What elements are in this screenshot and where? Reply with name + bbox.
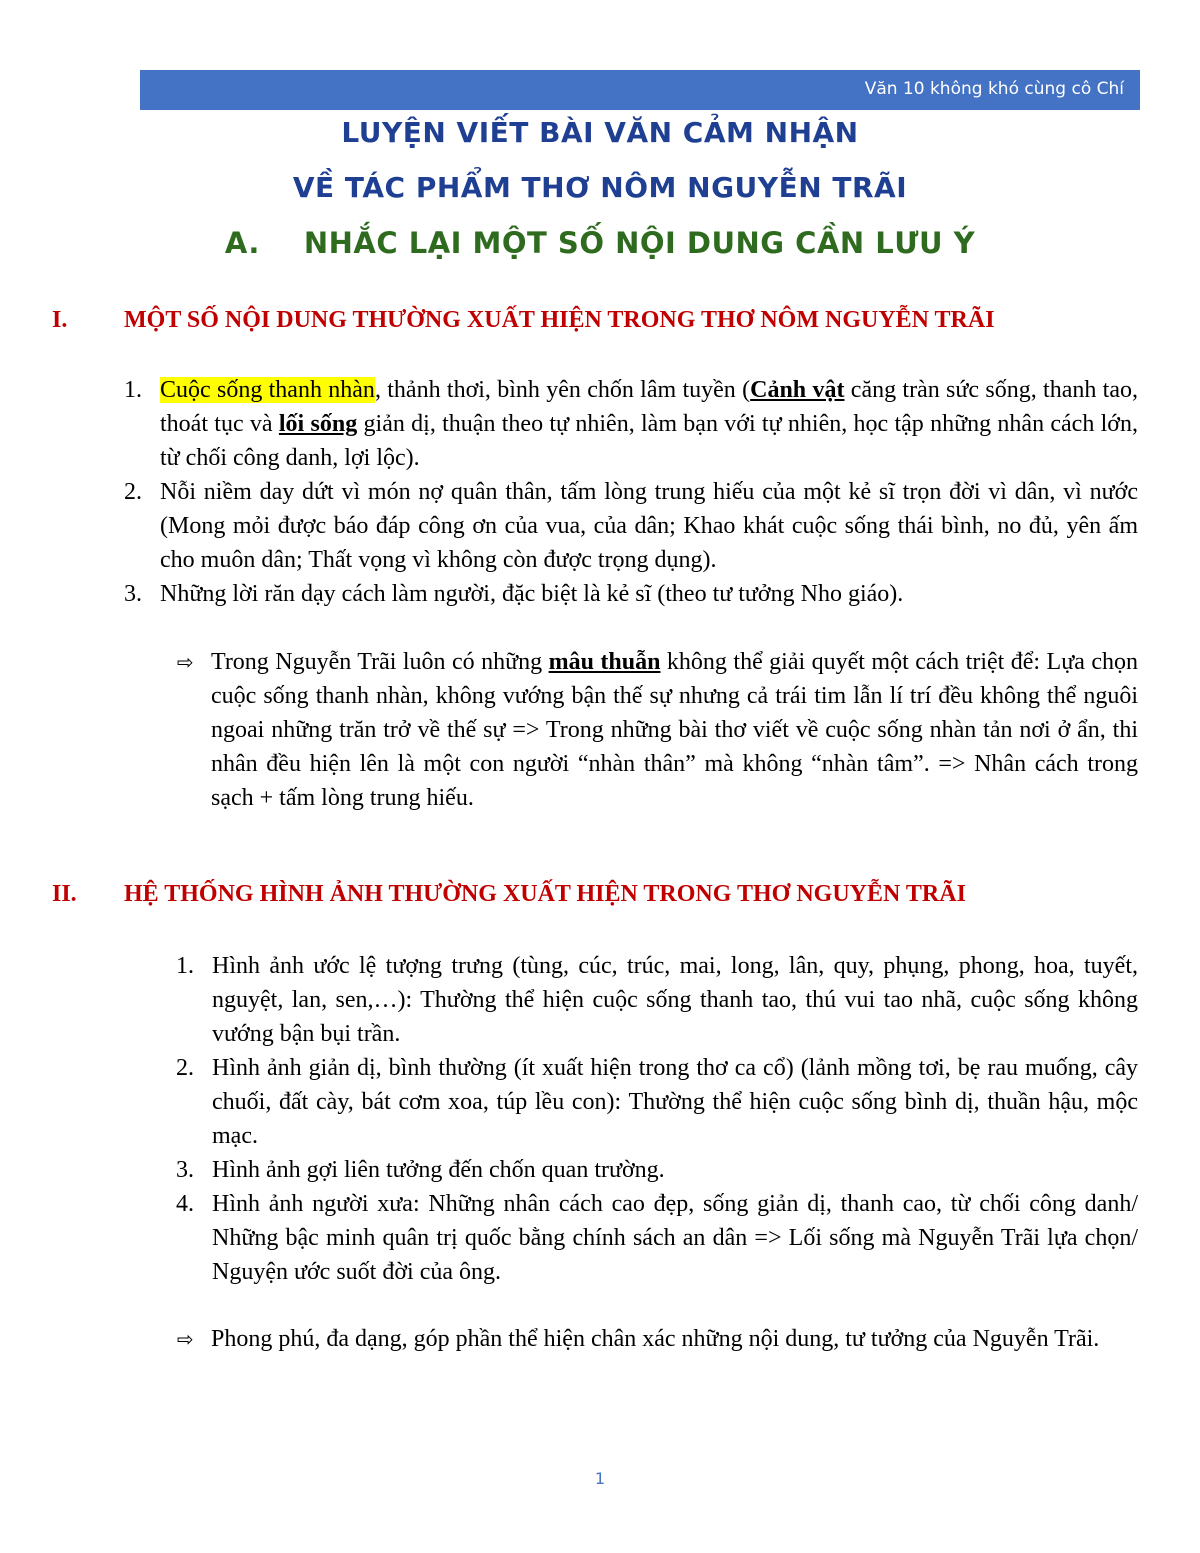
list-item-number: 3. [176, 1157, 194, 1183]
title-line-3-number: A. [224, 226, 260, 260]
bold-underlined-text: mâu thuẫn [548, 649, 661, 675]
section-1-roman: I. [52, 307, 68, 333]
list-item-text: Hình ảnh ước lệ tượng trưng (tùng, cúc, trúc, mai, long, lân, quy, phụng, phong, hoa, tuyết, nguyệt, lan, sen,…): Thường thể hiện cuộc sống thanh tao, thú vui tao nhã, cuộc sống không vướng bận bụi trần. [212, 953, 1138, 1047]
list-item-number: 1. [176, 953, 194, 979]
section-2-heading [52, 881, 966, 908]
list-item-text: Hình ảnh gợi liên tưởng đến chốn quan trường. [212, 1157, 665, 1183]
header-text: Văn 10 không khó cùng cô Chí [864, 79, 1124, 99]
bold-underlined-text: Cảnh vật [750, 377, 845, 403]
section-2-list [176, 949, 1138, 1289]
conclusion-text: Phong phú, đa dạng, góp phần thể hiện chân xác những nội dung, tư tưởng của Nguyễn Trãi. [211, 1326, 1100, 1352]
list-item [124, 373, 1138, 475]
list-item [176, 949, 1138, 1051]
list-item-text: Nỗi niềm day dứt vì món nợ quân thân, tấm lòng trung hiếu của một kẻ sĩ trọn đời vì dân, vì nước (Mong mỏi được báo đáp công ơn của vua, của dân; Khao khát cuộc sống thái bình, no đủ, yên ấm cho muôn dân; Thất vọng vì không còn được trọng dụng). [160, 479, 1138, 573]
conclusion-text: Trong Nguyễn Trãi luôn có những [211, 649, 549, 675]
list-item-number: 3. [124, 581, 142, 607]
arrow-right-icon: ⇨ [177, 1327, 194, 1351]
conclusion-text: không thể giải quyết một cách triệt để: Lựa chọn cuộc sống thanh nhàn, không vướng bận thế sự nhưng cả trái tim lẫn lí trí đều không thể nguôi ngoai những trăn trở về thế sự => Trong những bài thơ viết về cuộc sống nhàn tản nơi ở ẩn, thi nhân đều hiện lên là một con người “nhàn thân” mà không “nhàn tâm”. => Nhân cách trong sạch + tấm lòng trung hiếu. [211, 649, 1138, 811]
list-item-number: 2. [176, 1055, 194, 1081]
arrow-right-icon: ⇨ [177, 650, 194, 674]
list-item [124, 475, 1138, 577]
list-item-text: Hình ảnh giản dị, bình thường (ít xuất hiện trong thơ ca cổ) (lảnh mồng tơi, bẹ rau muống, cây chuối, đất cày, bát cơm xoa, túp lều con): Thường thể hiện cuộc sống bình dị, thuần hậu, mộc mạc. [212, 1055, 1138, 1149]
section-1-conclusion [177, 645, 1138, 815]
section-1-list [124, 373, 1138, 611]
page-number: 1 [594, 1469, 606, 1488]
header-bar [140, 70, 1140, 110]
list-item-number: 4. [176, 1191, 194, 1217]
title-line-2: VỀ TÁC PHẨM THƠ NÔM NGUYỄN TRÃI [292, 171, 908, 204]
list-item [176, 1153, 1138, 1187]
title-line-1: LUYỆN VIẾT BÀI VĂN CẢM NHẬN [341, 116, 859, 149]
list-item [176, 1051, 1138, 1153]
list-item-text: Những lời răn dạy cách làm người, đặc biệt là kẻ sĩ (theo tư tưởng Nho giáo). [160, 581, 904, 607]
list-item [124, 577, 1138, 611]
list-item [176, 1187, 1138, 1289]
bold-underlined-text: lối sống [278, 411, 358, 437]
list-item-text: Hình ảnh người xưa: Những nhân cách cao đẹp, sống giản dị, thanh cao, từ chối công danh/ Những bậc minh quân trị quốc bằng chính sách an dân => Lối sống mà Nguyễn Trãi lựa chọn/ Nguyện ước suốt đời của ông. [212, 1191, 1138, 1285]
section-1-heading [52, 307, 995, 334]
section-2-title: HỆ THỐNG HÌNH ẢNH THƯỜNG XUẤT HIỆN TRONG THƠ NGUYỄN TRÃI [124, 881, 966, 907]
list-item-number: 1. [124, 377, 142, 403]
title-line-3-text: NHẮC LẠI MỘT SỐ NỘI DUNG CẦN LƯU Ý [303, 226, 976, 260]
section-2-conclusion [177, 1322, 1138, 1356]
list-item-text: căng tràn sức sống, thanh tao, thoát tục và [160, 377, 1138, 437]
highlighted-text: Cuộc sống thanh nhàn [160, 377, 375, 403]
section-2-roman: II. [52, 881, 77, 907]
list-item-text: , thảnh thơi, bình yên chốn lâm tuyền ( [374, 377, 751, 403]
section-1-title: MỘT SỐ NỘI DUNG THƯỜNG XUẤT HIỆN TRONG THƠ NÔM NGUYỄN TRÃI [124, 307, 995, 333]
title-line-3 [0, 226, 1200, 260]
list-item-number: 2. [124, 479, 142, 505]
list-item-text: giản dị, thuận theo tự nhiên, làm bạn với tự nhiên, học tập những nhân cách lớn, từ chối công danh, lợi lộc). [160, 411, 1139, 471]
